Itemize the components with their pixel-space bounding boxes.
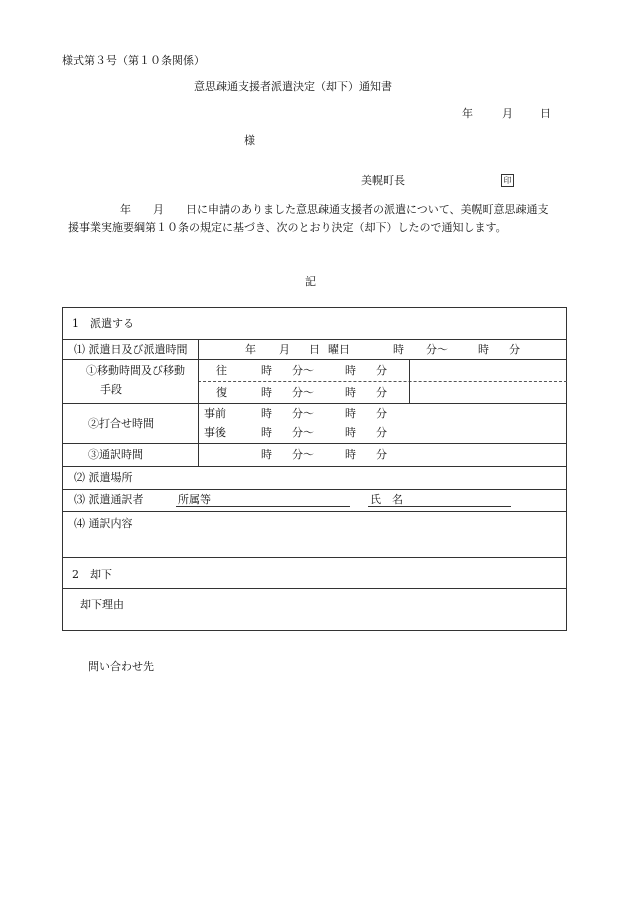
interpret-start-min: 分〜 <box>292 448 314 461</box>
before-start-min: 分〜 <box>292 407 314 420</box>
rule <box>198 339 199 466</box>
outbound-end-min: 分 <box>376 364 387 377</box>
notice-paragraph: 年 月 日に申請のありました意思疎通支援者の派遣について、美幌町意思疎通支援事業実施要綱第１０条の規定に基づき、次のとおり決定（却下）したので通知します。 <box>68 203 549 234</box>
after-end-min: 分 <box>376 426 387 439</box>
rule <box>62 443 567 444</box>
row1-end-hour: 時 <box>478 343 489 356</box>
outbound-label: 往 <box>216 364 227 377</box>
travel-label-line1: ①移動時間及び移動 <box>86 364 185 377</box>
contact-label: 問い合わせ先 <box>88 660 154 673</box>
return-start-hour: 時 <box>261 386 272 399</box>
rule <box>62 466 567 467</box>
interpreter-label: ⑶ 派遣通訳者 <box>74 493 144 506</box>
dashed-rule <box>198 381 567 382</box>
date-year-label: 年 <box>462 107 473 120</box>
document-title: 意思疎通支援者派遣決定（却下）通知書 <box>194 80 392 93</box>
after-end-hour: 時 <box>345 426 356 439</box>
outbound-start-hour: 時 <box>261 364 272 377</box>
after-start-min: 分〜 <box>292 426 314 439</box>
before-end-min: 分 <box>376 407 387 420</box>
date-month-label: 月 <box>502 107 513 120</box>
date-day-label: 日 <box>540 107 551 120</box>
interpret-end-hour: 時 <box>345 448 356 461</box>
meeting-label: ②打合せ時間 <box>88 417 154 430</box>
rule <box>62 403 567 404</box>
affiliation-label: 所属等 <box>178 493 211 506</box>
name-underline <box>368 506 511 507</box>
rule <box>62 339 567 340</box>
before-start-hour: 時 <box>261 407 272 420</box>
rule <box>62 489 567 490</box>
row1-start-hour: 時 <box>393 343 404 356</box>
return-label: 復 <box>216 386 227 399</box>
travel-label-line2: 手段 <box>100 383 122 396</box>
section1-title: 1 派遣する <box>72 317 134 330</box>
section2-title: 2 却下 <box>72 568 112 581</box>
name-label: 氏 名 <box>370 493 403 506</box>
content-label: ⑷ 通訳内容 <box>74 517 133 530</box>
before-end-hour: 時 <box>345 407 356 420</box>
rule <box>62 588 567 589</box>
return-start-min: 分〜 <box>292 386 314 399</box>
row1-start-min: 分〜 <box>426 343 448 356</box>
interpret-start-hour: 時 <box>261 448 272 461</box>
rule <box>62 557 567 558</box>
outbound-start-min: 分〜 <box>292 364 314 377</box>
return-end-min: 分 <box>376 386 387 399</box>
row1-month: 月 <box>279 343 290 356</box>
row1-end-min: 分 <box>509 343 520 356</box>
after-start-hour: 時 <box>261 426 272 439</box>
rule <box>409 359 410 403</box>
interpret-end-min: 分 <box>376 448 387 461</box>
rule <box>62 511 567 512</box>
seal-mark: 印 <box>501 174 514 187</box>
row1-day: 日 <box>309 343 320 356</box>
addressee-suffix: 様 <box>244 134 255 147</box>
place-label: ⑵ 派遣場所 <box>74 471 133 484</box>
affiliation-underline <box>176 506 350 507</box>
form-number: 様式第３号（第１０条関係） <box>62 54 205 67</box>
row1-weekday: 曜日 <box>328 343 350 356</box>
rule <box>62 359 567 360</box>
outbound-end-hour: 時 <box>345 364 356 377</box>
before-label: 事前 <box>204 407 226 420</box>
dispatch-datetime-label: ⑴ 派遣日及び派遣時間 <box>74 343 188 356</box>
after-label: 事後 <box>204 426 226 439</box>
interpret-label: ③通訳時間 <box>88 448 143 461</box>
reason-label: 却下理由 <box>80 598 124 611</box>
issuer-name: 美幌町長 <box>361 174 405 187</box>
row1-year: 年 <box>245 343 256 356</box>
return-end-hour: 時 <box>345 386 356 399</box>
ki-heading: 記 <box>305 275 316 288</box>
